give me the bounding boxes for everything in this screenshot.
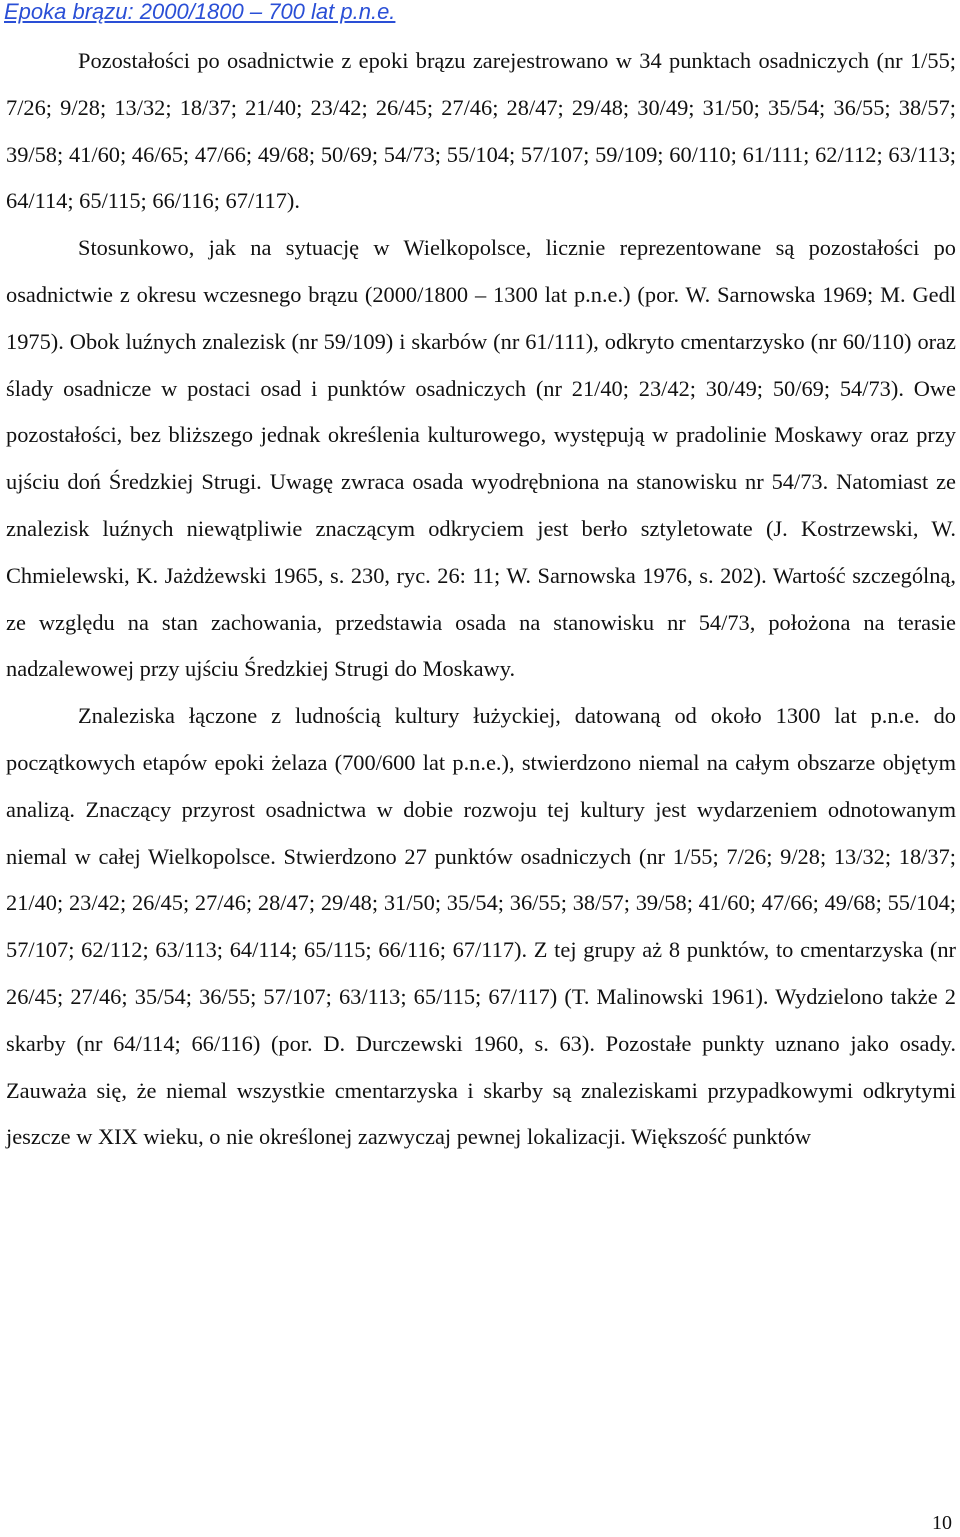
paragraph-early-bronze-age: Stosunkowo, jak na sytuację w Wielkopolsce, licznie reprezentowane są pozostałości po osadnictwie z okresu wczesnego brązu (2000/1800 – 1300 lat p.n.e.) (por. W. Sarnowska 1969; M. Gedl 1975). Obok luźnych znalezisk (nr 59/109) i skarbów (nr 61/111), odkryto cmentarzysko (nr 60/110) oraz ślady osadnicze w postaci osad i punktów osadniczych (nr 21/40; 23/42; 30/49; 50/69; 54/73). Owe pozostałości, bez bliższego jednak określenia kulturowego, występują w pradolinie Moskawy oraz przy ujściu doń Średzkiej Strugi. Uwagę zwraca osada wyodrębniona na stanowisku nr 54/73. Natomiast ze znalezisk luźnych niewątpliwie znaczącym odkryciem jest berło sztyletowate (J. Kostrzewski, W. Chmielewski, K. Jażdżewski 1965, s. 230, ryc. 26: 11; W. Sarnowska 1976, s. 202). Wartość szczególną, ze względu na stan zachowania, przedstawia osada na stanowisku nr 54/73, położona na terasie nadzalewowej przy ujściu Średzkiej Strugi do Moskawy.: [6, 235, 956, 682]
body-text: [6, 38, 956, 1161]
section-heading-link[interactable]: Epoka brązu: 2000/1800 – 700 lat p.n.e.: [4, 0, 396, 24]
paragraph-lusatian-culture: Znaleziska łączone z ludnością kultury łużyckiej, datowaną od około 1300 lat p.n.e. do początkowych etapów epoki żelaza (700/600 lat p.n.e.), stwierdzono niemal na całym obszarze objętym analizą. Znaczący przyrost osadnictwa w dobie rozwoju tej kultury jest wydarzeniem odnotowanym niemal w całej Wielkopolsce. Stwierdzono 27 punktów osadniczych (nr 1/55; 7/26; 9/28; 13/32; 18/37; 21/40; 23/42; 26/45; 27/46; 28/47; 29/48; 31/50; 35/54; 36/55; 38/57; 39/58; 41/60; 47/66; 49/68; 55/104; 57/107; 62/112; 63/113; 64/114; 65/115; 66/116; 67/117). Z tej grupy aż 8 punktów, to cmentarzyska (nr 26/45; 27/46; 35/54; 36/55; 57/107; 63/113; 65/115; 67/117) (T. Malinowski 1961). Wydzielono także 2 skarby (nr 64/114; 66/116) (por. D. Durczewski 1960, s. 63). Pozostałe punkty uznano jako osady. Zauważa się, że niemal wszystkie cmentarzyska i skarby są znaleziskami przypadkowymi odkrytymi jeszcze w XIX wieku, o nie określonej zazwyczaj pewnej lokalizacji. Większość punktów: [6, 703, 956, 1150]
page-number: 10: [932, 1512, 952, 1534]
paragraph-settlement-points: Pozostałości po osadnictwie z epoki brązu zarejestrowano w 34 punktach osadniczych (nr 1/55; 7/26; 9/28; 13/32; 18/37; 21/40; 23/42; 26/45; 27/46; 28/47; 29/48; 30/49; 31/50; 35/54; 36/55; 38/57; 39/58; 41/60; 46/65; 47/66; 49/68; 50/69; 54/73; 55/104; 57/107; 59/109; 60/110; 61/111; 62/112; 63/113; 64/114; 65/115; 66/116; 67/117).: [6, 48, 956, 214]
